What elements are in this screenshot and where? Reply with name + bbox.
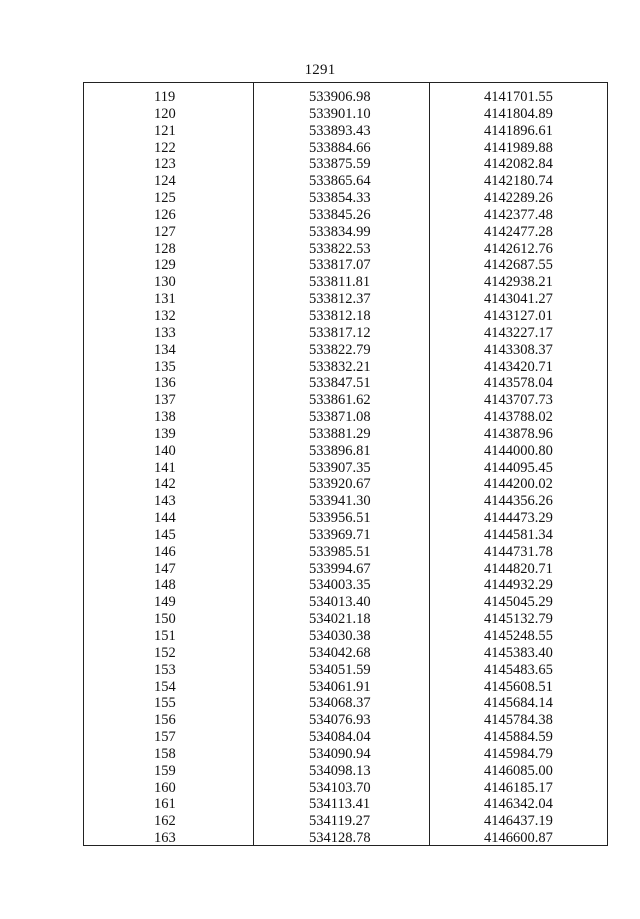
x-coordinate-cell: 533817.07 (309, 257, 371, 274)
y-coordinate-cell: 4145684.14 (484, 695, 553, 712)
y-coordinate-cell: 4143308.37 (484, 341, 553, 358)
table-row (84, 712, 607, 729)
table-row (84, 106, 607, 123)
point-number-cell: 147 (154, 560, 176, 577)
y-coordinate-cell: 4144731.78 (484, 543, 553, 560)
point-number-cell: 159 (154, 762, 176, 779)
table-row (84, 695, 607, 712)
x-coordinate-cell: 533834.99 (309, 223, 371, 240)
point-number-cell: 161 (154, 796, 176, 813)
point-number-cell: 160 (154, 779, 176, 796)
point-number-cell: 123 (154, 156, 176, 173)
point-number-cell: 133 (154, 324, 176, 341)
point-number-cell: 136 (154, 375, 176, 392)
y-coordinate-cell: 4143041.27 (484, 291, 553, 308)
point-number-cell: 141 (154, 459, 176, 476)
x-coordinate-cell: 534113.41 (309, 796, 371, 813)
y-coordinate-cell: 4142938.21 (484, 274, 553, 291)
x-coordinate-cell: 534013.40 (309, 594, 371, 611)
point-number-cell: 134 (154, 341, 176, 358)
point-number-cell: 120 (154, 105, 176, 122)
x-coordinate-cell: 534128.78 (309, 830, 371, 847)
table-row (84, 375, 607, 392)
point-number-cell: 121 (154, 122, 176, 139)
point-number-cell: 138 (154, 409, 176, 426)
point-number-cell: 151 (154, 628, 176, 644)
point-number-cell: 148 (154, 577, 176, 594)
table-row (84, 527, 607, 544)
y-coordinate-cell: 4145608.51 (484, 678, 553, 695)
x-coordinate-cell: 533881.29 (309, 425, 371, 442)
point-number-cell: 152 (154, 644, 176, 661)
table-row (84, 830, 607, 847)
y-coordinate-cell: 4142180.74 (484, 173, 553, 190)
point-number-cell: 144 (154, 510, 176, 527)
table-row (84, 746, 607, 763)
x-coordinate-cell: 533822.79 (309, 341, 371, 358)
point-number-cell: 153 (154, 661, 176, 678)
y-coordinate-cell: 4142687.55 (484, 257, 553, 274)
table-row (84, 510, 607, 527)
y-coordinate-cell: 4146085.00 (484, 762, 553, 779)
x-coordinate-cell: 533956.51 (309, 510, 371, 527)
page-number: 1291 (304, 62, 336, 78)
y-coordinate-cell: 4144356.26 (484, 493, 553, 510)
point-number-cell: 119 (154, 89, 176, 105)
table-row (84, 325, 607, 342)
point-number-cell: 163 (154, 830, 176, 847)
point-number-cell: 124 (154, 173, 176, 190)
table-row (84, 257, 607, 274)
y-coordinate-cell: 4146437.19 (484, 813, 553, 830)
y-coordinate-cell: 4141701.55 (484, 89, 553, 105)
x-coordinate-cell: 533871.08 (309, 409, 371, 426)
table-row (84, 662, 607, 679)
point-number-cell: 149 (154, 594, 176, 611)
point-number-cell: 156 (154, 712, 176, 729)
y-coordinate-cell: 4146342.04 (484, 796, 553, 813)
point-number-cell: 127 (154, 223, 176, 240)
table-row (84, 729, 607, 746)
x-coordinate-cell: 533854.33 (309, 190, 371, 207)
x-coordinate-cell: 534098.13 (309, 762, 371, 779)
y-coordinate-cell: 4143707.73 (484, 392, 553, 409)
table-row (84, 577, 607, 594)
point-number-cell: 122 (154, 139, 176, 156)
table-row (84, 679, 607, 696)
x-coordinate-cell: 533812.37 (309, 291, 371, 308)
y-coordinate-cell: 4142612.76 (484, 240, 553, 257)
y-coordinate-cell: 4141896.61 (484, 122, 553, 139)
x-coordinate-cell: 534090.94 (309, 745, 371, 762)
x-coordinate-cell: 533884.66 (309, 139, 371, 156)
x-coordinate-cell: 534051.59 (309, 661, 371, 678)
x-coordinate-cell: 533861.62 (309, 392, 371, 409)
x-coordinate-cell: 534119.27 (309, 813, 371, 830)
table-row (84, 493, 607, 510)
y-coordinate-cell: 4144200.02 (484, 476, 553, 493)
x-coordinate-cell: 533865.64 (309, 173, 371, 190)
y-coordinate-cell: 4143227.17 (484, 324, 553, 341)
y-coordinate-cell: 4144932.29 (484, 577, 553, 594)
point-number-cell: 129 (154, 257, 176, 274)
table-row (84, 763, 607, 780)
y-coordinate-cell: 4143420.71 (484, 358, 553, 375)
y-coordinate-cell: 4145132.79 (484, 611, 553, 628)
x-coordinate-cell: 533896.81 (309, 442, 371, 459)
x-coordinate-cell: 533901.10 (309, 105, 371, 122)
table-row (84, 476, 607, 493)
point-number-cell: 154 (154, 678, 176, 695)
y-coordinate-cell: 4145248.55 (484, 628, 553, 644)
y-coordinate-cell: 4144473.29 (484, 510, 553, 527)
x-coordinate-cell: 533845.26 (309, 206, 371, 223)
y-coordinate-cell: 4145984.79 (484, 745, 553, 762)
point-number-cell: 139 (154, 425, 176, 442)
point-number-cell: 128 (154, 240, 176, 257)
y-coordinate-cell: 4145383.40 (484, 644, 553, 661)
table-row (84, 274, 607, 291)
x-coordinate-cell: 533847.51 (309, 375, 371, 392)
x-coordinate-cell: 534003.35 (309, 577, 371, 594)
table-row (84, 207, 607, 224)
point-number-cell: 150 (154, 611, 176, 628)
y-coordinate-cell: 4143788.02 (484, 409, 553, 426)
point-number-cell: 162 (154, 813, 176, 830)
table-row (84, 780, 607, 797)
table-row (84, 190, 607, 207)
table-row (84, 409, 607, 426)
table-row (84, 123, 607, 140)
x-coordinate-cell: 534061.91 (309, 678, 371, 695)
table-row (84, 173, 607, 190)
table-row (84, 392, 607, 409)
x-coordinate-cell: 533994.67 (309, 560, 371, 577)
point-number-cell: 142 (154, 476, 176, 493)
x-coordinate-cell: 534103.70 (309, 779, 371, 796)
table-row (84, 544, 607, 561)
x-coordinate-cell: 534021.18 (309, 611, 371, 628)
table-body (84, 89, 607, 847)
x-coordinate-cell: 534084.04 (309, 729, 371, 746)
table-row (84, 224, 607, 241)
point-number-cell: 157 (154, 729, 176, 746)
table-row (84, 359, 607, 376)
table-row (84, 308, 607, 325)
point-number-cell: 146 (154, 543, 176, 560)
point-number-cell: 158 (154, 745, 176, 762)
table-row (84, 443, 607, 460)
y-coordinate-cell: 4145045.29 (484, 594, 553, 611)
point-number-cell: 130 (154, 274, 176, 291)
point-number-cell: 132 (154, 307, 176, 324)
table-row (84, 594, 607, 611)
x-coordinate-cell: 533969.71 (309, 526, 371, 543)
y-coordinate-cell: 4144095.45 (484, 459, 553, 476)
y-coordinate-cell: 4145784.38 (484, 712, 553, 729)
y-coordinate-cell: 4144000.80 (484, 442, 553, 459)
y-coordinate-cell: 4142289.26 (484, 190, 553, 207)
x-coordinate-cell: 533817.12 (309, 324, 371, 341)
y-coordinate-cell: 4141989.88 (484, 139, 553, 156)
y-coordinate-cell: 4142377.48 (484, 206, 553, 223)
y-coordinate-cell: 4142477.28 (484, 223, 553, 240)
table-row (84, 156, 607, 173)
point-number-cell: 145 (154, 526, 176, 543)
table-row (84, 89, 607, 106)
point-number-cell: 135 (154, 358, 176, 375)
x-coordinate-cell: 533812.18 (309, 307, 371, 324)
x-coordinate-cell: 533822.53 (309, 240, 371, 257)
table-row (84, 813, 607, 830)
table-row (84, 611, 607, 628)
y-coordinate-cell: 4144581.34 (484, 526, 553, 543)
point-number-cell: 126 (154, 206, 176, 223)
point-number-cell: 140 (154, 442, 176, 459)
x-coordinate-cell: 533832.21 (309, 358, 371, 375)
x-coordinate-cell: 533893.43 (309, 122, 371, 139)
table-row (84, 460, 607, 477)
table-row (84, 342, 607, 359)
table-row (84, 796, 607, 813)
y-coordinate-cell: 4144820.71 (484, 560, 553, 577)
table-row (84, 645, 607, 662)
coordinate-table (83, 82, 608, 846)
x-coordinate-cell: 533907.35 (309, 459, 371, 476)
table-row (84, 628, 607, 645)
y-coordinate-cell: 4146600.87 (484, 830, 553, 847)
x-coordinate-cell: 534042.68 (309, 644, 371, 661)
x-coordinate-cell: 533811.81 (309, 274, 371, 291)
point-number-cell: 131 (154, 291, 176, 308)
y-coordinate-cell: 4142082.84 (484, 156, 553, 173)
point-number-cell: 125 (154, 190, 176, 207)
y-coordinate-cell: 4141804.89 (484, 105, 553, 122)
y-coordinate-cell: 4143578.04 (484, 375, 553, 392)
table-row (84, 140, 607, 157)
table-row (84, 241, 607, 258)
table-row (84, 291, 607, 308)
point-number-cell: 155 (154, 695, 176, 712)
x-coordinate-cell: 533906.98 (309, 89, 371, 105)
y-coordinate-cell: 4143878.96 (484, 425, 553, 442)
y-coordinate-cell: 4145483.65 (484, 661, 553, 678)
y-coordinate-cell: 4145884.59 (484, 729, 553, 746)
x-coordinate-cell: 534076.93 (309, 712, 371, 729)
y-coordinate-cell: 4146185.17 (484, 779, 553, 796)
x-coordinate-cell: 533941.30 (309, 493, 371, 510)
y-coordinate-cell: 4143127.01 (484, 307, 553, 324)
x-coordinate-cell: 533875.59 (309, 156, 371, 173)
x-coordinate-cell: 534068.37 (309, 695, 371, 712)
x-coordinate-cell: 534030.38 (309, 628, 371, 644)
point-number-cell: 137 (154, 392, 176, 409)
x-coordinate-cell: 533985.51 (309, 543, 371, 560)
table-row (84, 561, 607, 578)
point-number-cell: 143 (154, 493, 176, 510)
table-row (84, 426, 607, 443)
x-coordinate-cell: 533920.67 (309, 476, 371, 493)
